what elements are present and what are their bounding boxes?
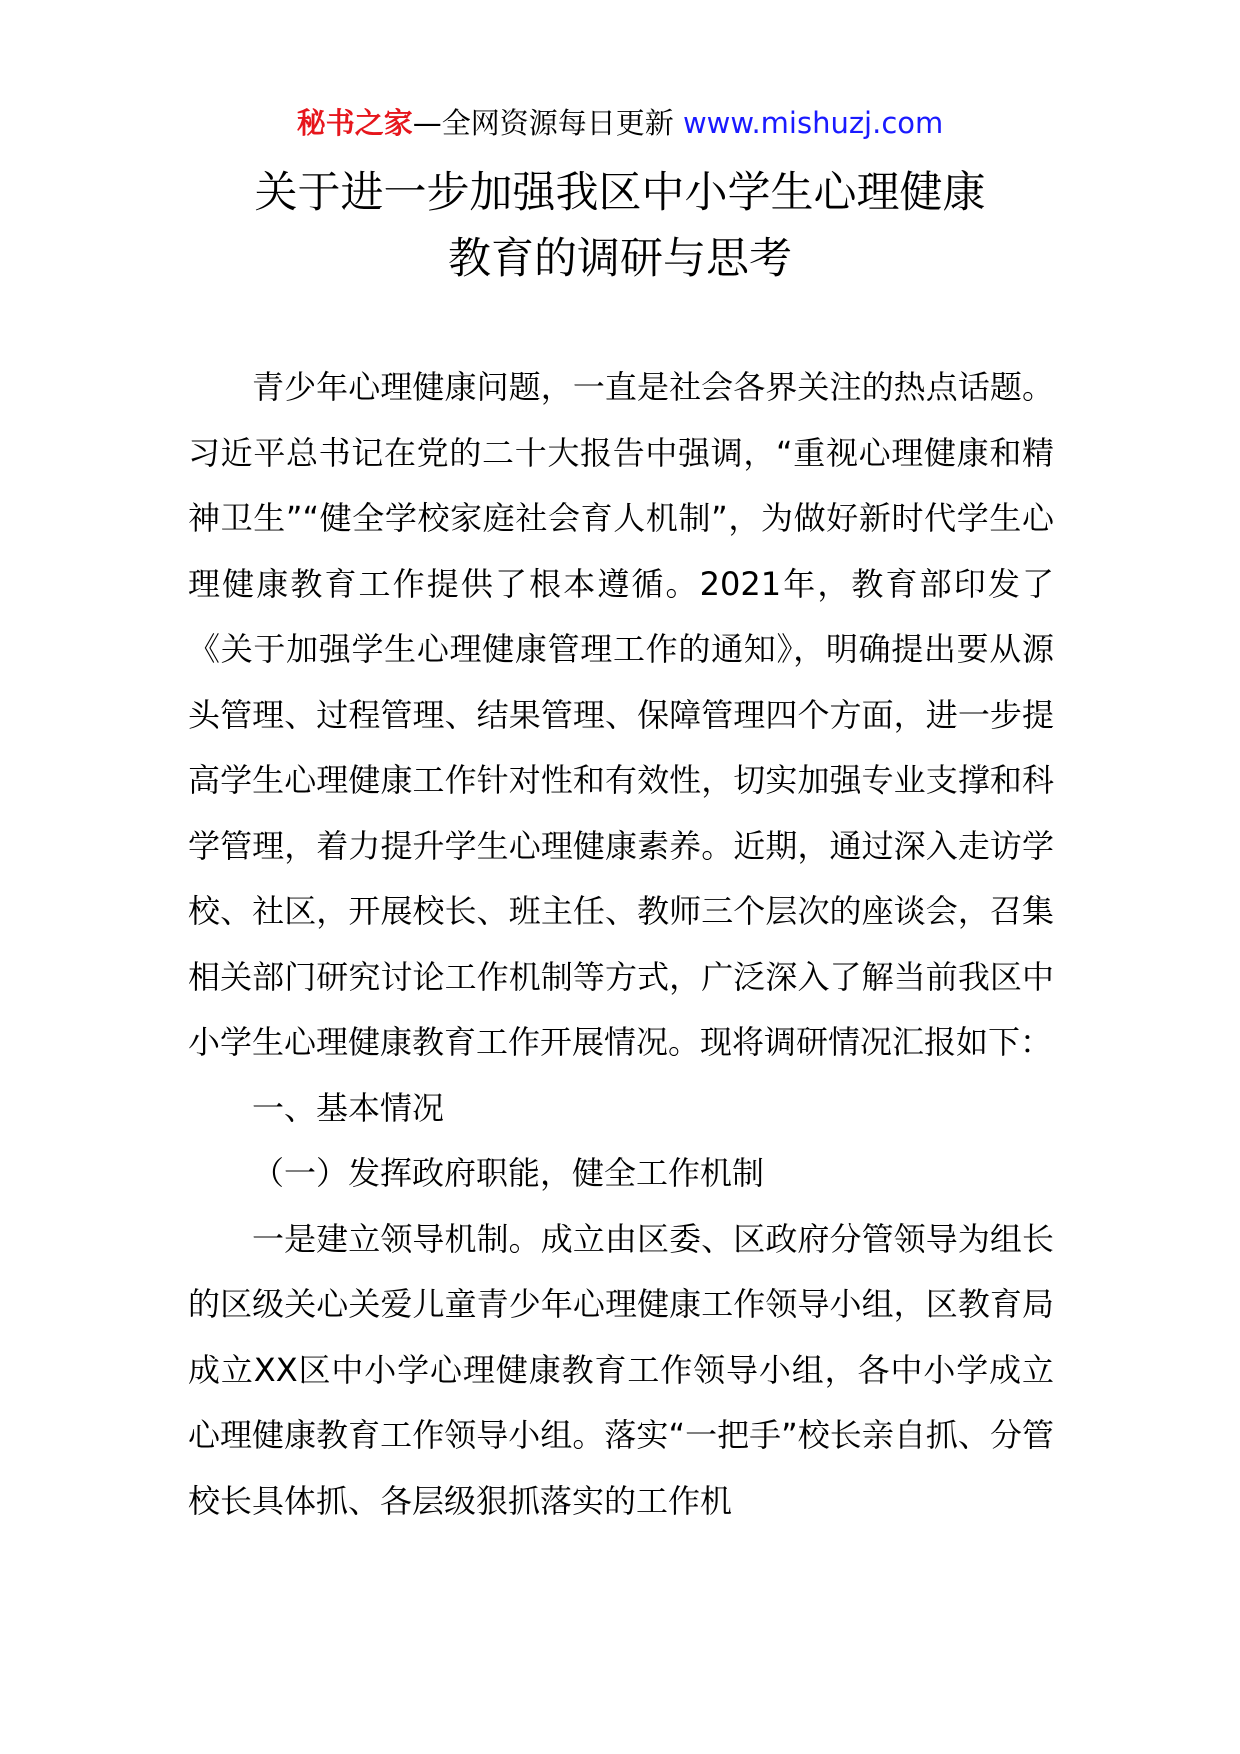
document-title — [0, 160, 1240, 292]
body-paragraph: 一是建立领导机制。成立由区委、区政府分管领导为组长的区级关心关爱儿童青少年心理健康工作领导小组，区教育局成立XX区中小学心理健康教育工作领导小组，各中小学成立心理健康教育工作领导小组。落实“一把手”校长亲自抓、分管校长具体抓、各层级狠抓落实的工作机 — [188, 1219, 1054, 1520]
header-tagline: —全网资源每日更新 — [412, 106, 674, 140]
site-header — [0, 103, 1240, 143]
title-line-2: 教育的调研与思考 — [448, 234, 792, 284]
brand-name: 秘书之家 — [296, 106, 413, 140]
intro-paragraph: 青少年心理健康问题，一直是社会各界关注的热点话题。习近平总书记在党的二十大报告中强调，“重视心理健康和精神卫生”“健全学校家庭社会育人机制”，为做好新时代学生心理健康教育工作提供了根本遵循。2021年，教育部印发了《关于加强学生心理健康管理工作的通知》，明确提出要从源头管理、过程管理、结果管理、保障管理四个方面，进一步提高学生心理健康工作针对性和有效性，切实加强专业支撑和科学管理，着力提升学生心理健康素养。近期，通过深入走访学校、社区，开展校长、班主任、教师三个层次的座谈会，召集相关部门研究讨论工作机制等方式，广泛深入了解当前我区中小学生心理健康教育工作开展情况。现将调研情况汇报如下： — [188, 368, 1054, 1061]
section-heading: 一、基本情况 — [252, 1088, 445, 1127]
document-body — [188, 355, 1054, 1534]
title-line-1: 关于进一步加强我区中小学生心理健康 — [254, 168, 986, 218]
site-url-link[interactable]: www.mishuzj.com — [682, 106, 944, 140]
subsection-heading: （一）发挥政府职能，健全工作机制 — [252, 1154, 765, 1192]
